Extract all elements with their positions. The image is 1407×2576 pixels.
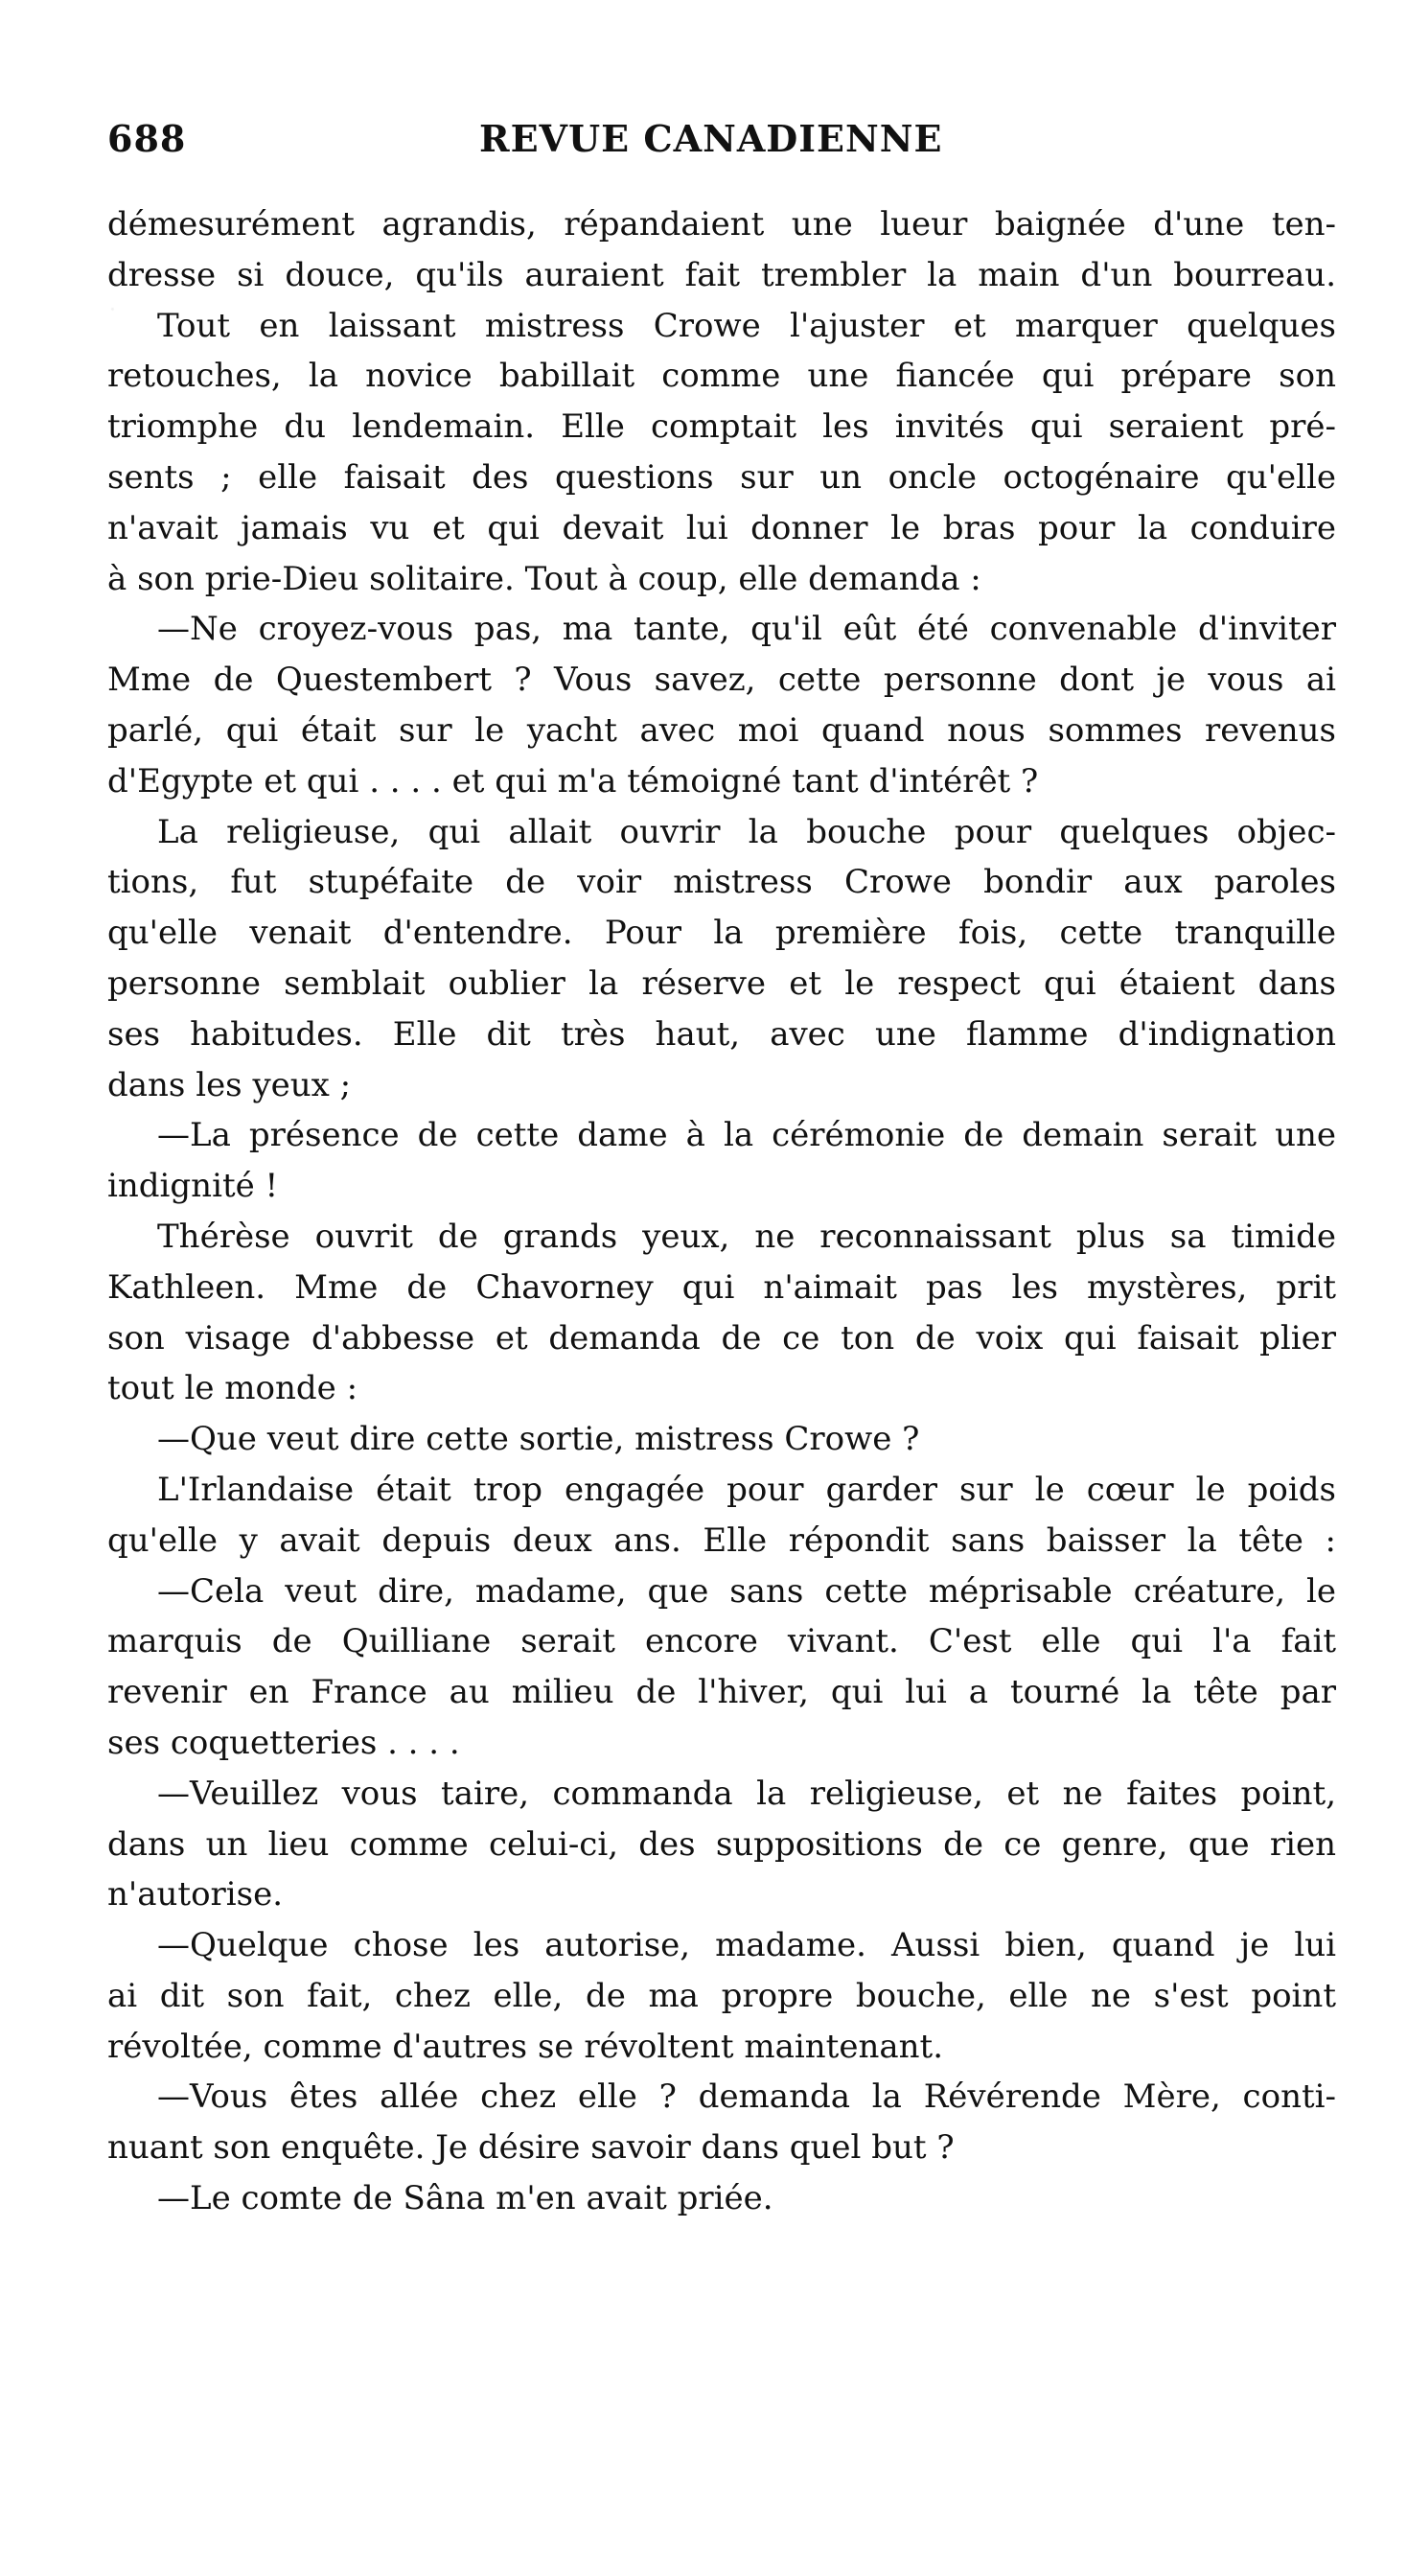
text-line: tout le monde : <box>107 1369 358 1408</box>
text-line: ai dit son fait, chez elle, de ma propre bouche, elle ne s'est point <box>107 1976 1336 2015</box>
text-line: sents ; elle faisait des questions sur un oncle octogénaire qu'elle <box>107 457 1336 497</box>
text-line: —La présence de cette dame à la cérémonie de demain serait une <box>157 1116 1336 1155</box>
text-line: —Cela veut dire, madame, que sans cette méprisable créature, le <box>157 1571 1336 1611</box>
text-line: Mme de Questembert ? Vous savez, cette personne dont je vous ai <box>107 661 1336 700</box>
text-line: revenir en France au milieu de l'hiver, qui lui a tourné la tête par <box>107 1673 1336 1712</box>
text-line: Tout en laissant mistress Crowe l'ajuster et marquer quelques <box>157 306 1336 345</box>
text-line: dans un lieu comme celui-ci, des suppositions de ce genre, que rien <box>107 1824 1336 1864</box>
body-text <box>107 199 1336 2309</box>
running-title: REVUE CANADIENNE <box>479 117 943 160</box>
text-line: parlé, qui était sur le yacht avec moi quand nous sommes revenus <box>107 710 1336 750</box>
text-line: personne semblait oublier la réserve et le respect qui étaient dans <box>107 963 1336 1003</box>
page-number: 688 <box>107 117 187 160</box>
text-line: triomphe du lendemain. Elle comptait les invités qui seraient pré- <box>107 407 1336 447</box>
text-line: —Le comte de Sâna m'en avait priée. <box>157 2179 773 2218</box>
text-line: La religieuse, qui allait ouvrir la bouche pour quelques objec- <box>157 812 1336 851</box>
text-line: nuant son enquête. Je désire savoir dans quel but ? <box>107 2128 955 2168</box>
text-line: —Quelque chose les autorise, madame. Aussi bien, quand je lui <box>157 1926 1336 1965</box>
page-header <box>107 117 1334 174</box>
text-line: n'autorise. <box>107 1875 284 1915</box>
text-line: à son prie-Dieu solitaire. Tout à coup, elle demanda : <box>107 559 981 598</box>
text-line: n'avait jamais vu et qui devait lui donner le bras pour la conduire <box>107 508 1336 547</box>
text-line: d'Egypte et qui . . . . et qui m'a témoigné tant d'intérêt ? <box>107 761 1039 801</box>
text-line: marquis de Quilliane serait encore vivant. C'est elle qui l'a fait <box>107 1622 1336 1661</box>
text-line: ses habitudes. Elle dit très haut, avec une flamme d'indignation <box>107 1014 1336 1054</box>
text-line: —Ne croyez-vous pas, ma tante, qu'il eût été convenable d'inviter <box>157 610 1336 649</box>
text-line: ses coquetteries . . . . <box>107 1723 460 1762</box>
text-line: —Que veut dire cette sortie, mistress Crowe ? <box>157 1420 920 1459</box>
text-line: L'Irlandaise était trop engagée pour garder sur le cœur le poids <box>157 1470 1336 1509</box>
text-line: —Veuillez vous taire, commanda la religieuse, et ne faites point, <box>157 1774 1336 1813</box>
text-line: tions, fut stupéfaite de voir mistress Crowe bondir aux paroles <box>107 863 1336 902</box>
text-line: qu'elle y avait depuis deux ans. Elle répondit sans baisser la tête : <box>107 1520 1336 1560</box>
text-line: indignité ! <box>107 1167 279 1206</box>
text-line: son visage d'abbesse et demanda de ce ton de voix qui faisait plier <box>107 1318 1336 1358</box>
text-line: dans les yeux ; <box>107 1065 352 1104</box>
text-line: révoltée, comme d'autres se révoltent maintenant. <box>107 2027 943 2066</box>
text-line: retouches, la novice babillait comme une fiancée qui prépare son <box>107 357 1336 396</box>
text-line: démesurément agrandis, répandaient une lueur baignée d'une ten- <box>107 205 1336 244</box>
text-line: Kathleen. Mme de Chavorney qui n'aimait pas les mystères, prit <box>107 1267 1336 1307</box>
text-line: qu'elle venait d'entendre. Pour la première fois, cette tranquille <box>107 914 1336 953</box>
text-line: dresse si douce, qu'ils auraient fait trembler la main d'un bourreau. <box>107 255 1336 294</box>
text-line: —Vous êtes allée chez elle ? demanda la Révérende Mère, conti- <box>157 2077 1336 2117</box>
text-line: Thérèse ouvrit de grands yeux, ne reconnaissant plus sa timide <box>157 1217 1336 1256</box>
